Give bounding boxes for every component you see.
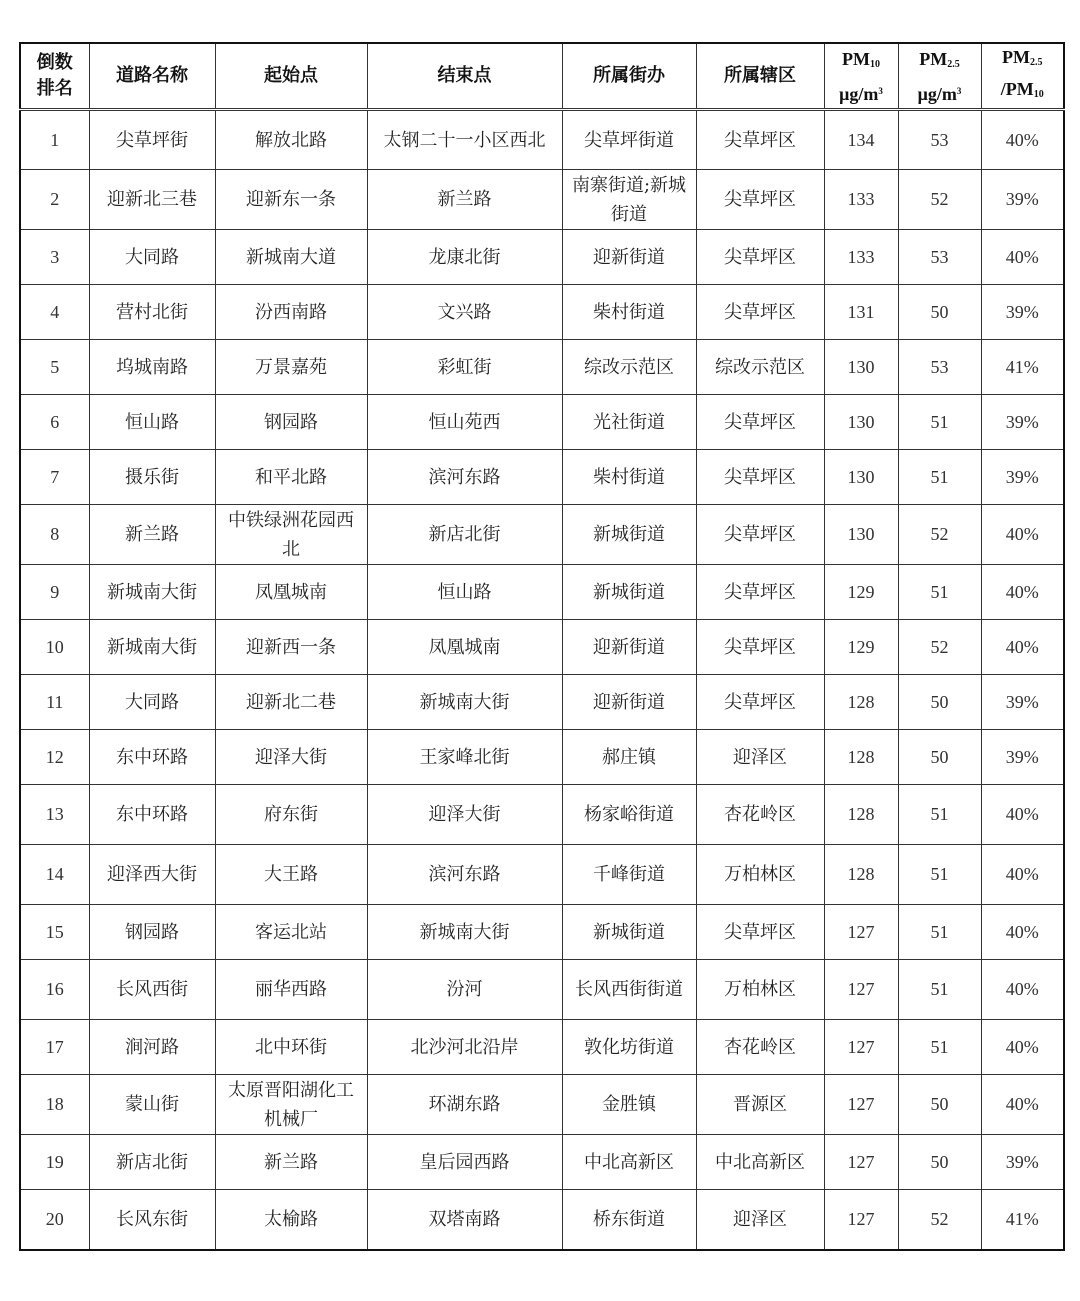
header-start: 起始点 bbox=[215, 43, 367, 110]
header-ratio: $PM_{2.5}$ $/PM_{10}$ bbox=[981, 43, 1064, 110]
cell-end: 凤凰城南 bbox=[367, 620, 562, 675]
cell-pm10: 133 bbox=[824, 170, 898, 230]
cell-pm10: 128 bbox=[824, 675, 898, 730]
cell-ratio: 41% bbox=[981, 1190, 1064, 1250]
cell-pm10: 127 bbox=[824, 960, 898, 1020]
cell-end: 北沙河北沿岸 bbox=[367, 1020, 562, 1075]
cell-district: 尖草坪区 bbox=[696, 505, 824, 565]
cell-end: 恒山路 bbox=[367, 565, 562, 620]
cell-ratio: 40% bbox=[981, 230, 1064, 285]
cell-rank: 3 bbox=[20, 230, 89, 285]
cell-ratio: 40% bbox=[981, 785, 1064, 845]
cell-start: 汾西南路 bbox=[215, 285, 367, 340]
cell-subdistrict: 中北高新区 bbox=[562, 1135, 696, 1190]
cell-road: 东中环路 bbox=[89, 785, 215, 845]
cell-end: 龙康北街 bbox=[367, 230, 562, 285]
cell-ratio: 40% bbox=[981, 110, 1064, 170]
header-rank: 倒数排名 bbox=[20, 43, 89, 110]
cell-road: 营村北街 bbox=[89, 285, 215, 340]
cell-subdistrict: 光社街道 bbox=[562, 395, 696, 450]
cell-start: 客运北站 bbox=[215, 905, 367, 960]
cell-ratio: 39% bbox=[981, 395, 1064, 450]
cell-subdistrict: 柴村街道 bbox=[562, 285, 696, 340]
cell-end: 王家峰北街 bbox=[367, 730, 562, 785]
cell-pm25: 50 bbox=[898, 1135, 981, 1190]
cell-district: 万柏林区 bbox=[696, 960, 824, 1020]
cell-district: 尖草坪区 bbox=[696, 110, 824, 170]
table-row bbox=[20, 565, 1064, 620]
cell-pm10: 127 bbox=[824, 1135, 898, 1190]
cell-pm25: 51 bbox=[898, 450, 981, 505]
cell-start: 新兰路 bbox=[215, 1135, 367, 1190]
cell-subdistrict: 敦化坊街道 bbox=[562, 1020, 696, 1075]
cell-subdistrict: 迎新街道 bbox=[562, 230, 696, 285]
cell-pm25: 52 bbox=[898, 170, 981, 230]
cell-pm25: 50 bbox=[898, 675, 981, 730]
table-row bbox=[20, 395, 1064, 450]
cell-subdistrict: 新城街道 bbox=[562, 565, 696, 620]
cell-end: 恒山苑西 bbox=[367, 395, 562, 450]
cell-pm10: 129 bbox=[824, 565, 898, 620]
cell-district: 迎泽区 bbox=[696, 1190, 824, 1250]
cell-road: 尖草坪街 bbox=[89, 110, 215, 170]
cell-pm10: 130 bbox=[824, 340, 898, 395]
cell-start: 万景嘉苑 bbox=[215, 340, 367, 395]
cell-pm25: 51 bbox=[898, 905, 981, 960]
cell-pm25: 53 bbox=[898, 110, 981, 170]
cell-ratio: 40% bbox=[981, 620, 1064, 675]
cell-road: 东中环路 bbox=[89, 730, 215, 785]
cell-road: 摄乐街 bbox=[89, 450, 215, 505]
cell-subdistrict: 新城街道 bbox=[562, 505, 696, 565]
cell-subdistrict: 郝庄镇 bbox=[562, 730, 696, 785]
cell-rank: 15 bbox=[20, 905, 89, 960]
cell-start: 迎新北二巷 bbox=[215, 675, 367, 730]
cell-end: 环湖东路 bbox=[367, 1075, 562, 1135]
cell-subdistrict: 桥东街道 bbox=[562, 1190, 696, 1250]
cell-pm25: 50 bbox=[898, 1075, 981, 1135]
cell-pm10: 127 bbox=[824, 905, 898, 960]
cell-start: 中铁绿洲花园西北 bbox=[215, 505, 367, 565]
cell-subdistrict: 尖草坪街道 bbox=[562, 110, 696, 170]
cell-rank: 9 bbox=[20, 565, 89, 620]
cell-rank: 4 bbox=[20, 285, 89, 340]
cell-end: 滨河东路 bbox=[367, 845, 562, 905]
cell-pm25: 53 bbox=[898, 230, 981, 285]
cell-rank: 18 bbox=[20, 1075, 89, 1135]
cell-pm10: 130 bbox=[824, 505, 898, 565]
cell-end: 彩虹街 bbox=[367, 340, 562, 395]
cell-start: 府东街 bbox=[215, 785, 367, 845]
cell-end: 新城南大街 bbox=[367, 675, 562, 730]
cell-ratio: 41% bbox=[981, 340, 1064, 395]
table-body bbox=[20, 110, 1064, 1250]
cell-start: 钢园路 bbox=[215, 395, 367, 450]
table-row bbox=[20, 785, 1064, 845]
cell-district: 尖草坪区 bbox=[696, 905, 824, 960]
cell-road: 蒙山街 bbox=[89, 1075, 215, 1135]
cell-end: 新店北街 bbox=[367, 505, 562, 565]
cell-end: 迎泽大街 bbox=[367, 785, 562, 845]
cell-rank: 1 bbox=[20, 110, 89, 170]
cell-road: 大同路 bbox=[89, 230, 215, 285]
cell-pm25: 51 bbox=[898, 785, 981, 845]
table-row bbox=[20, 960, 1064, 1020]
cell-pm25: 50 bbox=[898, 285, 981, 340]
cell-pm10: 127 bbox=[824, 1075, 898, 1135]
table-row bbox=[20, 170, 1064, 230]
cell-start: 凤凰城南 bbox=[215, 565, 367, 620]
cell-pm10: 128 bbox=[824, 845, 898, 905]
cell-rank: 17 bbox=[20, 1020, 89, 1075]
cell-end: 太钢二十一小区西北 bbox=[367, 110, 562, 170]
cell-subdistrict: 杨家峪街道 bbox=[562, 785, 696, 845]
table-row bbox=[20, 1190, 1064, 1250]
cell-district: 尖草坪区 bbox=[696, 675, 824, 730]
header-subdistrict: 所属街办 bbox=[562, 43, 696, 110]
cell-pm10: 134 bbox=[824, 110, 898, 170]
cell-pm25: 53 bbox=[898, 340, 981, 395]
road-air-quality-table bbox=[19, 42, 1065, 1251]
cell-district: 晋源区 bbox=[696, 1075, 824, 1135]
table-row bbox=[20, 1020, 1064, 1075]
cell-pm10: 130 bbox=[824, 450, 898, 505]
cell-road: 长风西街 bbox=[89, 960, 215, 1020]
cell-end: 双塔南路 bbox=[367, 1190, 562, 1250]
cell-ratio: 40% bbox=[981, 960, 1064, 1020]
cell-ratio: 39% bbox=[981, 170, 1064, 230]
cell-district: 尖草坪区 bbox=[696, 170, 824, 230]
cell-start: 解放北路 bbox=[215, 110, 367, 170]
cell-subdistrict: 迎新街道 bbox=[562, 620, 696, 675]
cell-pm25: 51 bbox=[898, 1020, 981, 1075]
cell-ratio: 39% bbox=[981, 730, 1064, 785]
cell-pm10: 130 bbox=[824, 395, 898, 450]
table-row bbox=[20, 845, 1064, 905]
cell-start: 太原晋阳湖化工机械厂 bbox=[215, 1075, 367, 1135]
cell-district: 杏花岭区 bbox=[696, 1020, 824, 1075]
cell-end: 新城南大街 bbox=[367, 905, 562, 960]
table-header bbox=[20, 43, 1064, 110]
cell-subdistrict: 长风西街街道 bbox=[562, 960, 696, 1020]
cell-district: 综改示范区 bbox=[696, 340, 824, 395]
cell-start: 和平北路 bbox=[215, 450, 367, 505]
cell-ratio: 40% bbox=[981, 565, 1064, 620]
cell-district: 万柏林区 bbox=[696, 845, 824, 905]
cell-subdistrict: 柴村街道 bbox=[562, 450, 696, 505]
table-row bbox=[20, 905, 1064, 960]
cell-ratio: 40% bbox=[981, 1075, 1064, 1135]
cell-road: 新城南大街 bbox=[89, 565, 215, 620]
cell-ratio: 40% bbox=[981, 1020, 1064, 1075]
cell-pm10: 131 bbox=[824, 285, 898, 340]
cell-rank: 6 bbox=[20, 395, 89, 450]
cell-district: 中北高新区 bbox=[696, 1135, 824, 1190]
cell-end: 滨河东路 bbox=[367, 450, 562, 505]
cell-subdistrict: 金胜镇 bbox=[562, 1075, 696, 1135]
table-row bbox=[20, 1075, 1064, 1135]
cell-pm10: 127 bbox=[824, 1020, 898, 1075]
cell-end: 文兴路 bbox=[367, 285, 562, 340]
cell-rank: 20 bbox=[20, 1190, 89, 1250]
cell-end: 皇后园西路 bbox=[367, 1135, 562, 1190]
cell-road: 新城南大街 bbox=[89, 620, 215, 675]
cell-road: 迎泽西大街 bbox=[89, 845, 215, 905]
header-row bbox=[20, 43, 1064, 110]
cell-pm25: 52 bbox=[898, 620, 981, 675]
cell-pm10: 133 bbox=[824, 230, 898, 285]
cell-district: 尖草坪区 bbox=[696, 285, 824, 340]
cell-start: 新城南大道 bbox=[215, 230, 367, 285]
cell-rank: 5 bbox=[20, 340, 89, 395]
cell-district: 迎泽区 bbox=[696, 730, 824, 785]
cell-rank: 19 bbox=[20, 1135, 89, 1190]
table-row bbox=[20, 505, 1064, 565]
cell-pm10: 129 bbox=[824, 620, 898, 675]
cell-subdistrict: 千峰街道 bbox=[562, 845, 696, 905]
cell-end: 汾河 bbox=[367, 960, 562, 1020]
cell-ratio: 40% bbox=[981, 845, 1064, 905]
cell-road: 迎新北三巷 bbox=[89, 170, 215, 230]
cell-pm25: 51 bbox=[898, 845, 981, 905]
cell-rank: 16 bbox=[20, 960, 89, 1020]
cell-ratio: 39% bbox=[981, 1135, 1064, 1190]
cell-road: 钢园路 bbox=[89, 905, 215, 960]
cell-ratio: 40% bbox=[981, 505, 1064, 565]
cell-road: 新店北街 bbox=[89, 1135, 215, 1190]
table-row bbox=[20, 620, 1064, 675]
cell-rank: 14 bbox=[20, 845, 89, 905]
cell-start: 迎泽大街 bbox=[215, 730, 367, 785]
table-row bbox=[20, 285, 1064, 340]
cell-district: 尖草坪区 bbox=[696, 620, 824, 675]
cell-rank: 12 bbox=[20, 730, 89, 785]
header-pm10: $PM_{10}$ $\mu g/m^3$ bbox=[824, 43, 898, 110]
cell-start: 迎新西一条 bbox=[215, 620, 367, 675]
table-row bbox=[20, 1135, 1064, 1190]
table-row bbox=[20, 340, 1064, 395]
cell-subdistrict: 综改示范区 bbox=[562, 340, 696, 395]
cell-pm10: 127 bbox=[824, 1190, 898, 1250]
cell-district: 尖草坪区 bbox=[696, 395, 824, 450]
table-row bbox=[20, 730, 1064, 785]
cell-rank: 2 bbox=[20, 170, 89, 230]
header-end: 结束点 bbox=[367, 43, 562, 110]
cell-ratio: 39% bbox=[981, 285, 1064, 340]
cell-start: 太榆路 bbox=[215, 1190, 367, 1250]
cell-rank: 8 bbox=[20, 505, 89, 565]
cell-pm25: 50 bbox=[898, 730, 981, 785]
cell-subdistrict: 南寨街道;新城街道 bbox=[562, 170, 696, 230]
cell-pm25: 51 bbox=[898, 565, 981, 620]
cell-district: 杏花岭区 bbox=[696, 785, 824, 845]
cell-ratio: 39% bbox=[981, 675, 1064, 730]
cell-end: 新兰路 bbox=[367, 170, 562, 230]
cell-district: 尖草坪区 bbox=[696, 230, 824, 285]
table-row bbox=[20, 110, 1064, 170]
table-row bbox=[20, 450, 1064, 505]
cell-start: 迎新东一条 bbox=[215, 170, 367, 230]
cell-start: 北中环街 bbox=[215, 1020, 367, 1075]
cell-rank: 13 bbox=[20, 785, 89, 845]
cell-rank: 7 bbox=[20, 450, 89, 505]
cell-road: 长风东街 bbox=[89, 1190, 215, 1250]
cell-pm25: 51 bbox=[898, 395, 981, 450]
cell-rank: 11 bbox=[20, 675, 89, 730]
cell-district: 尖草坪区 bbox=[696, 565, 824, 620]
header-pm25: $PM_{2.5}$ $\mu g/m^3$ bbox=[898, 43, 981, 110]
cell-road: 恒山路 bbox=[89, 395, 215, 450]
cell-start: 丽华西路 bbox=[215, 960, 367, 1020]
cell-road: 大同路 bbox=[89, 675, 215, 730]
cell-pm10: 128 bbox=[824, 730, 898, 785]
cell-road: 新兰路 bbox=[89, 505, 215, 565]
cell-pm25: 51 bbox=[898, 960, 981, 1020]
cell-road: 坞城南路 bbox=[89, 340, 215, 395]
cell-pm25: 52 bbox=[898, 505, 981, 565]
cell-pm10: 128 bbox=[824, 785, 898, 845]
cell-pm25: 52 bbox=[898, 1190, 981, 1250]
table-row bbox=[20, 230, 1064, 285]
header-district: 所属辖区 bbox=[696, 43, 824, 110]
cell-subdistrict: 迎新街道 bbox=[562, 675, 696, 730]
table-row bbox=[20, 675, 1064, 730]
header-road: 道路名称 bbox=[89, 43, 215, 110]
cell-subdistrict: 新城街道 bbox=[562, 905, 696, 960]
cell-rank: 10 bbox=[20, 620, 89, 675]
cell-ratio: 40% bbox=[981, 905, 1064, 960]
cell-district: 尖草坪区 bbox=[696, 450, 824, 505]
cell-road: 涧河路 bbox=[89, 1020, 215, 1075]
cell-ratio: 39% bbox=[981, 450, 1064, 505]
cell-start: 大王路 bbox=[215, 845, 367, 905]
